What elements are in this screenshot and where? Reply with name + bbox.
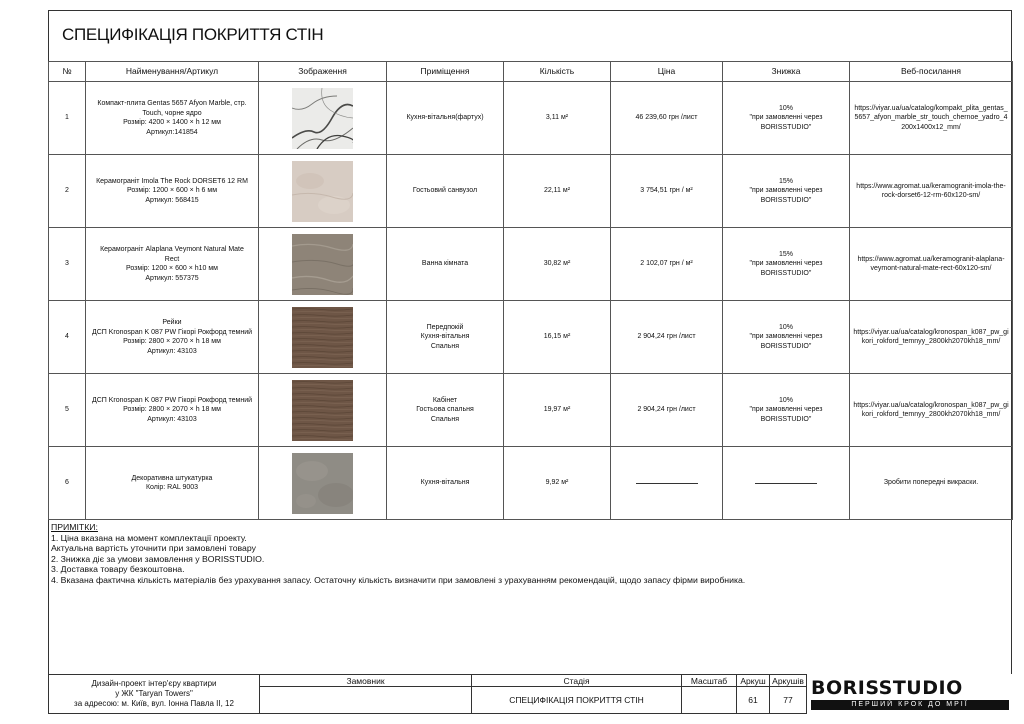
item-name	[86, 82, 259, 155]
name-line: Керамограніт Imola The Rock DORSET6 12 RM	[96, 177, 248, 185]
afyon-marble-swatch	[292, 88, 353, 149]
sheets-value: 77	[770, 687, 807, 714]
item-quantity: 3,11 м²	[504, 82, 611, 155]
notes-block	[51, 522, 745, 586]
note-line: 2. Знижка діє за умови замовлення у BORISSTUDIO.	[51, 553, 265, 564]
room-line: Кухня-вітальня(фартух)	[406, 114, 484, 122]
item-discount	[723, 447, 850, 520]
sheet-label: Аркуш	[737, 675, 770, 687]
header-cell: Кількість	[504, 62, 611, 82]
spec-table	[48, 61, 1013, 520]
name-line: Колір: RAL 9003	[145, 484, 199, 491]
item-discount	[723, 228, 850, 301]
header-cell: №	[49, 62, 86, 82]
discount-line: 10%	[778, 396, 793, 404]
item-note: Зробити попередні викраски.	[850, 447, 1013, 520]
item-price: 3 754,51 грн / м²	[611, 155, 723, 228]
room-line: Передпокій	[426, 323, 464, 331]
item-price: 2 102,07 грн / м²	[611, 228, 723, 301]
header-cell: Найменування/Артикул	[86, 62, 259, 82]
project-line: за адресою: м. Київ, вул. Іонна Павла ІІ, 12	[74, 699, 234, 708]
name-line: Компакт-плита Gentas 5657 Afyon Marble, стр.	[97, 100, 247, 107]
item-name	[86, 301, 259, 374]
name-line: Розмір: 2800 × 2070 × h 18 мм	[123, 338, 221, 345]
item-price	[611, 447, 723, 520]
name-line: Артикул: 43103	[147, 347, 197, 355]
row-number: 4	[49, 301, 86, 374]
customer-value	[260, 687, 472, 714]
name-line: ДСП Kronospan K 087 PW Гікорі Рокфорд темний	[91, 328, 253, 336]
name-line: Артикул: 568415	[145, 196, 199, 204]
discount-line: BORISSTUDIO"	[760, 123, 812, 131]
item-link[interactable]: https://www.agromat.ua/keramogranit-alaplana-veymont-natural-mate-rect-60x120-sm/	[850, 228, 1013, 301]
table-row	[49, 447, 1013, 520]
room-line: Кухня-вітальня	[420, 479, 470, 487]
item-quantity: 19,97 м²	[504, 374, 611, 447]
notes-title: ПРИМІТКИ:	[51, 522, 98, 532]
header-cell: Зображення	[259, 62, 387, 82]
table-row	[49, 155, 1013, 228]
item-image-cell	[259, 374, 387, 447]
title-block	[48, 674, 807, 714]
name-line: Рейки	[162, 319, 182, 326]
discount-line: "при замовленні через	[749, 114, 823, 122]
empty-dash	[755, 483, 817, 484]
name-line: Розмір: 1200 × 600 × h10 мм	[126, 265, 218, 272]
header-cell: Веб-посилання	[850, 62, 1013, 82]
studio-logo	[806, 674, 1013, 714]
name-line: Розмір: 4200 × 1400 × h 12 мм	[123, 119, 221, 126]
veymont-stone-swatch	[292, 234, 353, 295]
discount-line: 15%	[778, 250, 793, 258]
logo-wordmark: BORISSTUDIO	[811, 677, 963, 699]
note-line: 4. Вказана фактична кількість матеріалів без урахування запасу. Остаточну кількість визначити при замовлені з урахуванням рекомендацій, щодо запасу фірми виробника.	[51, 574, 746, 585]
item-name	[86, 374, 259, 447]
item-quantity: 22,11 м²	[504, 155, 611, 228]
plaster-swatch	[292, 453, 353, 514]
room-line: Спальня	[430, 415, 460, 423]
item-link[interactable]: https://viyar.ua/ua/catalog/kompakt_plita_gentas_5657_afyon_marble_str_touch_chernoe_yadro_4200x1400x12_mm/	[850, 82, 1013, 155]
name-line: Керамограніт Alaplana Veymont Natural Mate	[100, 246, 244, 253]
item-link[interactable]: https://viyar.ua/ua/catalog/kronospan_k087_pw_gikori_rokford_temnyy_2800kh2070kh18_mm/	[850, 374, 1013, 447]
discount-line: "при замовленні через	[749, 333, 823, 341]
stage-value: СПЕЦИФІКАЦІЯ ПОКРИТТЯ СТІН	[472, 687, 682, 714]
row-number: 5	[49, 374, 86, 447]
table-row	[49, 301, 1013, 374]
name-line: Артикул:141854	[146, 128, 198, 136]
item-discount	[723, 155, 850, 228]
discount-line: "при замовленні через	[749, 187, 823, 195]
item-name	[86, 228, 259, 301]
item-link[interactable]: https://viyar.ua/ua/catalog/kronospan_k087_pw_gikori_rokford_temnyy_2800kh2070kh18_mm/	[850, 301, 1013, 374]
item-price: 2 904,24 грн /лист	[611, 374, 723, 447]
discount-line: BORISSTUDIO"	[760, 196, 812, 204]
item-image-cell	[259, 82, 387, 155]
item-quantity: 9,92 м²	[504, 447, 611, 520]
item-discount	[723, 374, 850, 447]
name-line: Rect	[164, 255, 180, 263]
project-description	[49, 675, 260, 714]
item-price: 2 904,24 грн /лист	[611, 301, 723, 374]
item-discount	[723, 301, 850, 374]
name-line: Розмір: 2800 × 2070 × h 18 мм	[123, 406, 221, 414]
discount-line: 10%	[778, 104, 793, 112]
item-discount	[723, 82, 850, 155]
note-line: Актуальна вартість уточнити при замовлені товару	[51, 543, 256, 554]
sheets-label: Аркушів	[770, 675, 807, 687]
note-line: 3. Доставка товару безкоштовна.	[51, 564, 185, 575]
header-cell: Приміщення	[387, 62, 504, 82]
discount-line: 10%	[778, 323, 793, 331]
item-room	[387, 82, 504, 155]
discount-line: "при замовленні через	[749, 406, 823, 414]
scale-label: Масштаб	[682, 675, 737, 687]
hickory-wood-swatch	[292, 307, 353, 368]
discount-line: BORISSTUDIO"	[760, 269, 812, 277]
room-line: Ванна кімната	[421, 260, 469, 268]
room-line: Кабінет	[432, 396, 458, 404]
row-number: 1	[49, 82, 86, 155]
room-line: Спальня	[430, 342, 460, 350]
discount-line: "при замовленні через	[749, 260, 823, 268]
item-room	[387, 155, 504, 228]
page-title: СПЕЦИФІКАЦІЯ ПОКРИТТЯ СТІН	[62, 25, 324, 44]
hickory-wood-swatch	[292, 380, 353, 441]
header-cell: Знижка	[723, 62, 850, 82]
name-line: ДСП Kronospan K 087 PW Гікорі Рокфорд темний	[91, 396, 253, 404]
item-image-cell	[259, 228, 387, 301]
table-row	[49, 228, 1013, 301]
scale-value	[682, 687, 737, 714]
project-line: у ЖК "Taryan Towers"	[115, 689, 193, 698]
project-line: Дизайн-проект інтер'єру квартири	[91, 679, 217, 688]
row-number: 6	[49, 447, 86, 520]
room-line: Гостьовий санвузол	[412, 187, 478, 195]
item-price: 46 239,60 грн /лист	[611, 82, 723, 155]
row-number: 3	[49, 228, 86, 301]
name-line: Touch, чорне ядро	[142, 109, 202, 117]
discount-line: 15%	[778, 177, 793, 185]
item-quantity: 30,82 м²	[504, 228, 611, 301]
customer-label: Замовник	[260, 675, 472, 687]
logo-tagline: ПЕРШИЙ КРОК ДО МРІЇ	[811, 700, 1009, 710]
item-image-cell	[259, 155, 387, 228]
item-quantity: 16,15 м²	[504, 301, 611, 374]
name-line: Артикул: 557375	[145, 274, 199, 282]
name-line: Розмір: 1200 × 600 × h 6 мм	[126, 187, 218, 195]
discount-line: BORISSTUDIO"	[760, 342, 812, 350]
empty-dash	[636, 483, 698, 484]
room-line: Кухня-вітальня	[420, 333, 470, 341]
table-row	[49, 374, 1013, 447]
note-line: 1. Ціна вказана на момент комплектації проекту.	[51, 532, 247, 543]
table-row	[49, 82, 1013, 155]
item-room	[387, 447, 504, 520]
discount-line: BORISSTUDIO"	[760, 415, 812, 423]
item-room	[387, 374, 504, 447]
header-cell: Ціна	[611, 62, 723, 82]
item-name	[86, 447, 259, 520]
room-line: Гостьова спальня	[416, 406, 474, 414]
item-room	[387, 301, 504, 374]
item-image-cell	[259, 447, 387, 520]
row-number: 2	[49, 155, 86, 228]
stage-label: Стадія	[472, 675, 682, 687]
item-image-cell	[259, 301, 387, 374]
dorset-stone-swatch	[292, 161, 353, 222]
spec-table-header	[49, 62, 1013, 82]
sheet-value: 61	[737, 687, 770, 714]
name-line: Декоративна штукатурка	[131, 474, 213, 482]
item-name	[86, 155, 259, 228]
item-room	[387, 228, 504, 301]
name-line: Артикул: 43103	[147, 415, 197, 423]
item-link[interactable]: https://www.agromat.ua/keramogranit-imola-the-rock-dorset6-12-rm-60x120-sm/	[850, 155, 1013, 228]
